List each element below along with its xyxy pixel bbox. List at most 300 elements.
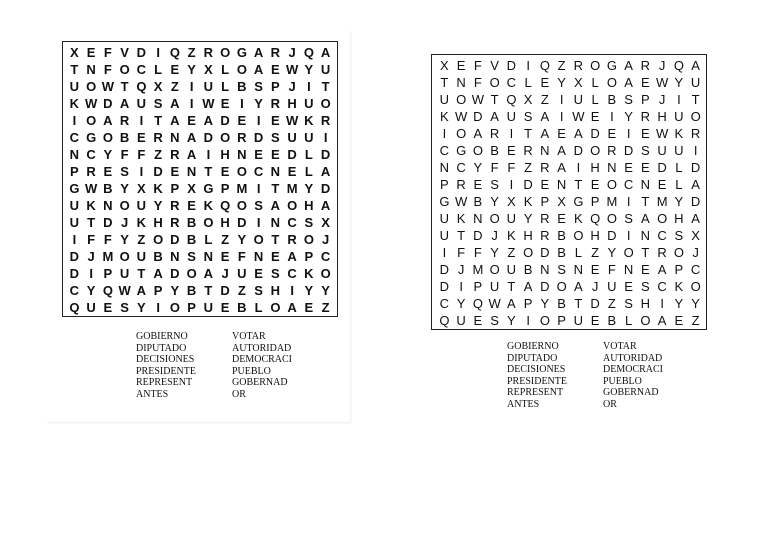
grid-letter: S [304,215,314,230]
grid-letter: E [220,300,230,315]
grid-letter: N [237,147,247,162]
grid-letter: M [606,194,618,209]
grid-letter: V [120,45,129,60]
grid-letter: E [557,126,566,141]
grid-letter: A [103,113,113,128]
grid-letter: X [523,92,533,107]
grid-letter: K [86,198,96,213]
grid-letter: O [456,92,467,107]
grid-letter: O [623,245,634,260]
grid-letter: C [690,262,701,277]
grid-letter: O [472,143,483,158]
grid-letter: A [473,126,483,141]
grid-letter: P [187,300,196,315]
grid-letter: A [253,62,264,77]
grid-letter: Y [674,296,684,311]
grid-letter: H [657,109,667,124]
grid-letter: X [137,181,146,196]
grid-letter: O [220,45,231,60]
grid-letter: S [254,283,263,298]
grid-letter: K [574,211,583,226]
grid-letter: P [473,279,483,294]
grid-letter: D [69,266,80,281]
word-list-item: VOTAR [232,331,266,342]
grid-letter: D [136,45,147,60]
grid-letter: O [573,228,584,243]
grid-letter: I [442,126,447,141]
grid-letter: H [287,96,297,111]
grid-letter: B [473,194,483,209]
grid-letter: A [287,300,297,315]
grid-letter: P [70,164,79,179]
grid-letter: O [489,211,500,226]
grid-letter: U [607,279,617,294]
word-list-item: GOBERNAD [232,377,288,388]
grid-letter: S [523,109,533,124]
grid-letter: U [136,198,147,213]
grid-letter: E [187,198,196,213]
grid-letter: J [288,45,296,60]
grid-letter: Y [674,75,684,90]
grid-letter: E [507,143,516,158]
grid-letter: L [675,177,683,192]
grid-letter: D [573,143,584,158]
grid-letter: N [623,262,634,277]
grid-letter: A [641,211,650,226]
grid-letter: B [153,249,163,264]
grid-letter: T [574,177,583,192]
grid-letter: D [153,164,163,179]
word-list-item: AUTORIDAD [232,342,292,354]
grid-letter: Q [220,198,231,213]
grid-letter: R [540,228,550,243]
grid-letter: J [491,228,498,243]
grid-letter: S [120,164,129,179]
grid-letter: P [220,181,230,196]
grid-letter: E [137,130,146,145]
grid-letter: R [640,109,651,124]
grid-letter: W [454,109,468,124]
grid-letter: K [304,266,314,281]
grid-letter: B [186,215,197,230]
grid-letter: O [606,211,617,226]
grid-letter: L [221,62,230,77]
grid-letter: T [87,215,96,230]
grid-letter: P [523,296,533,311]
grid-letter: F [237,249,246,264]
grid-letter: Y [540,296,550,311]
grid-letter: N [540,143,550,158]
grid-letter: H [640,296,651,311]
grid-letter: Y [456,296,466,311]
grid-letter: O [303,232,314,247]
grid-letter: E [641,160,650,175]
grid-letter: N [607,160,617,175]
grid-letter: R [489,126,500,141]
grid-letter: T [490,92,499,107]
grid-letter: Y [557,75,566,90]
grid-letter: I [626,126,631,141]
word-list-item: DECISIONES [136,354,195,365]
grid-letter: E [271,62,280,77]
grid-letter: L [154,62,163,77]
grid-letter: T [440,75,449,90]
grid-letter: E [187,113,196,128]
grid-letter: E [220,164,230,179]
word-list-item: OR [603,398,617,410]
grid-letter: Z [187,45,196,60]
grid-letter: R [640,58,651,73]
grid-letter: K [440,109,449,124]
grid-letter: W [285,113,299,128]
grid-letter: U [86,300,96,315]
grid-letter: A [136,283,147,298]
grid-letter: O [119,62,130,77]
grid-letter: F [87,232,96,247]
grid-letter: S [187,249,196,264]
grid-letter: E [590,177,600,192]
grid-letter: Y [490,245,499,260]
grid-letter: C [253,164,264,179]
word-list-item: DIPUTADO [507,352,558,364]
grid-letter: U [287,130,297,145]
grid-letter: W [471,92,485,107]
grid-letter: H [590,228,600,243]
grid-letter: I [626,194,631,209]
grid-letter: P [540,194,550,209]
grid-letter: D [540,245,550,260]
grid-letter: D [287,147,297,162]
grid-letter: U [506,262,517,277]
word-list-item: GOBERNAD [603,387,659,398]
grid-letter: L [254,300,263,315]
grid-letter: K [153,181,163,196]
grid-letter: E [607,126,617,141]
grid-letter: Q [506,92,517,107]
grid-letter: E [170,164,180,179]
grid-letter: F [473,75,482,90]
grid-letter: Q [439,313,450,328]
grid-letter: W [655,126,669,141]
grid-letter: M [472,262,484,277]
grid-letter: T [70,62,79,77]
grid-letter: I [526,58,530,73]
grid-letter: H [674,211,684,226]
grid-letter: O [270,300,281,315]
grid-letter: D [623,143,634,158]
grid-letter: E [641,262,650,277]
grid-letter: R [540,160,550,175]
grid-letter: D [690,160,701,175]
grid-letter: O [102,130,113,145]
grid-letter: A [557,160,566,175]
grid-letter: J [692,245,699,260]
grid-letter: D [540,279,550,294]
grid-letter: R [657,245,667,260]
grid-letter: C [287,215,297,230]
grid-letter: P [557,313,566,328]
grid-letter: Q [102,283,113,298]
grid-letter: T [641,245,650,260]
grid-letter: Y [607,245,617,260]
grid-letter: R [203,45,214,60]
grid-letter: E [271,249,280,264]
grid-letter: Y [237,232,247,247]
grid-letter: R [523,143,533,158]
grid-letter: A [119,96,130,111]
grid-letter: K [304,113,314,128]
grid-letter: I [139,164,144,179]
grid-letter: X [70,45,79,60]
grid-letter: N [103,198,113,213]
grid-letter: O [153,232,164,247]
grid-letter: C [439,143,450,158]
grid-letter: O [119,249,130,264]
grid-letter: U [690,75,701,90]
grid-letter: N [556,177,567,192]
grid-letter: A [691,58,700,73]
grid-letter: O [690,279,701,294]
grid-letter: Y [254,96,263,111]
grid-letter: T [271,232,280,247]
grid-letter: B [607,313,617,328]
grid-letter: T [137,266,146,281]
grid-letter: F [103,62,112,77]
grid-letter: S [674,228,684,243]
grid-letter: E [271,147,280,162]
grid-letter: U [136,96,147,111]
grid-letter: L [675,160,683,175]
grid-letter: X [204,62,213,77]
grid-letter: I [610,109,614,124]
grid-letter: Z [691,313,700,328]
grid-letter: E [103,300,113,315]
word-list-item: DIPUTADO [136,342,187,354]
grid-letter: M [656,194,668,209]
grid-letter: A [574,279,583,294]
grid-letter: A [203,113,214,128]
grid-letter: G [236,45,247,60]
grid-letter: N [270,164,281,179]
grid-letter: Z [321,300,330,315]
grid-letter: Q [590,211,601,226]
grid-letter: A [203,266,214,281]
grid-letter: Q [169,45,180,60]
grid-letter: C [86,147,96,162]
grid-letter: S [254,198,263,213]
grid-letter: B [237,300,247,315]
grid-letter: B [523,262,533,277]
grid-letter: U [506,109,517,124]
grid-letter: A [624,58,633,73]
grid-letter: E [540,177,550,192]
word-list-item: AUTORIDAD [603,352,663,364]
grid-letter: D [170,266,180,281]
grid-letter: W [572,109,585,124]
grid-letter: O [556,279,567,294]
grid-letter: T [204,164,213,179]
grid-letter: E [590,109,600,124]
grid-letter: Z [557,58,566,73]
grid-letter: L [204,232,213,247]
grid-letter: Q [303,45,314,60]
grid-letter: L [524,75,532,90]
grid-letter: I [693,143,698,158]
grid-letter: R [456,177,466,192]
grid-letter: S [490,313,499,328]
grid-letter: C [136,62,147,77]
grid-letter: B [186,283,197,298]
grid-letter: E [624,160,633,175]
grid-letter: F [473,58,482,73]
grid-letter: J [322,232,330,247]
grid-letter: E [103,164,113,179]
grid-letter: O [236,164,247,179]
grid-letter: O [86,79,97,94]
grid-letter: C [69,283,80,298]
grid-letter: U [320,62,331,77]
grid-letter: A [186,147,197,162]
grid-letter: B [119,130,130,145]
grid-letter: E [641,126,650,141]
grid-letter: S [624,92,633,107]
grid-letter: Z [137,232,146,247]
grid-letter: P [674,262,684,277]
grid-letter: I [256,215,261,230]
grid-letter: D [590,126,600,141]
grid-letter: E [590,313,600,328]
grid-letter: W [285,62,299,77]
grid-letter: D [657,160,667,175]
grid-letter: H [523,228,533,243]
grid-letter: S [557,262,566,277]
grid-letter: D [473,228,483,243]
grid-letter: I [509,177,514,192]
grid-letter: S [254,79,263,94]
grid-letter: N [540,262,550,277]
grid-letter: E [86,45,96,60]
grid-letter: G [69,181,80,196]
grid-letter: F [490,160,499,175]
grid-letter: J [457,262,465,277]
grid-letter: Y [120,181,129,196]
grid-letter: D [523,177,533,192]
grid-letter: Y [490,194,499,209]
grid-letter: I [156,45,160,60]
grid-letter: I [240,96,244,111]
grid-letter: Q [673,58,684,73]
grid-letter: W [202,96,215,111]
grid-letter: B [103,181,113,196]
grid-letter: U [203,300,214,315]
grid-letter: U [439,211,450,226]
grid-letter: R [540,211,550,226]
grid-letter: O [640,313,651,328]
grid-letter: W [454,194,468,209]
grid-letter: D [103,96,113,111]
grid-letter: I [660,296,664,311]
grid-letter: Y [691,296,700,311]
grid-letter: O [590,58,601,73]
grid-letter: X [187,181,196,196]
grid-letter: I [459,279,463,294]
grid-letter: A [624,75,633,90]
word-list-item: OR [232,388,246,400]
word-list-item: PUEBLO [603,375,642,387]
grid-letter: I [576,160,581,175]
grid-letter: Y [473,160,483,175]
grid-letter: N [170,249,180,264]
grid-letter: D [220,113,230,128]
word-list-right [507,341,693,410]
grid-letter: L [574,245,582,260]
word-list-item: DEMOCRACI [603,364,664,375]
grid-letter: A [270,198,281,213]
grid-letter: T [574,296,583,311]
grid-letter: N [186,164,197,179]
grid-letter: E [473,313,483,328]
grid-letter: Z [524,160,533,175]
grid-letter: I [189,96,194,111]
grid-letter: A [320,45,331,60]
grid-letter: U [573,313,584,328]
grid-letter: L [625,313,633,328]
grid-letter: E [641,75,650,90]
grid-letter: U [439,92,450,107]
grid-letter: I [290,283,294,298]
grid-letter: U [69,198,80,213]
grid-letter: J [121,215,129,230]
grid-letter: B [557,296,566,311]
grid-letter: L [304,164,313,179]
grid-letter: M [102,249,114,264]
grid-letter: Y [103,147,113,162]
grid-letter: G [86,130,97,145]
word-list-item: DEMOCRACI [232,354,293,365]
grid-letter: U [674,143,684,158]
grid-letter: D [170,232,180,247]
grid-letter: P [170,181,180,196]
grid-letter: U [237,266,247,281]
grid-letter: D [439,262,450,277]
grid-letter: A [490,109,499,124]
grid-letter: E [304,300,314,315]
grid-letter: F [507,160,516,175]
grid-letter: B [237,79,247,94]
grid-letter: F [137,147,146,162]
grid-letter: E [624,279,633,294]
grid-letter: U [119,266,130,281]
grid-letter: O [606,75,617,90]
grid-letter: B [557,245,566,260]
grid-letter: O [86,113,97,128]
grid-letter: W [101,79,115,94]
grid-letter: D [103,215,113,230]
grid-letter: F [120,147,129,162]
grid-letter: I [559,109,564,124]
grid-letter: I [323,130,328,145]
grid-letter: M [236,181,248,196]
grid-letter: M [286,181,298,196]
grid-letter: E [220,249,230,264]
grid-letter: G [606,58,617,73]
grid-letter: O [119,198,130,213]
grid-letter: R [119,113,130,128]
grid-letter: O [657,211,668,226]
grid-letter: I [206,147,211,162]
grid-letter: O [690,109,701,124]
grid-letter: P [304,249,314,264]
